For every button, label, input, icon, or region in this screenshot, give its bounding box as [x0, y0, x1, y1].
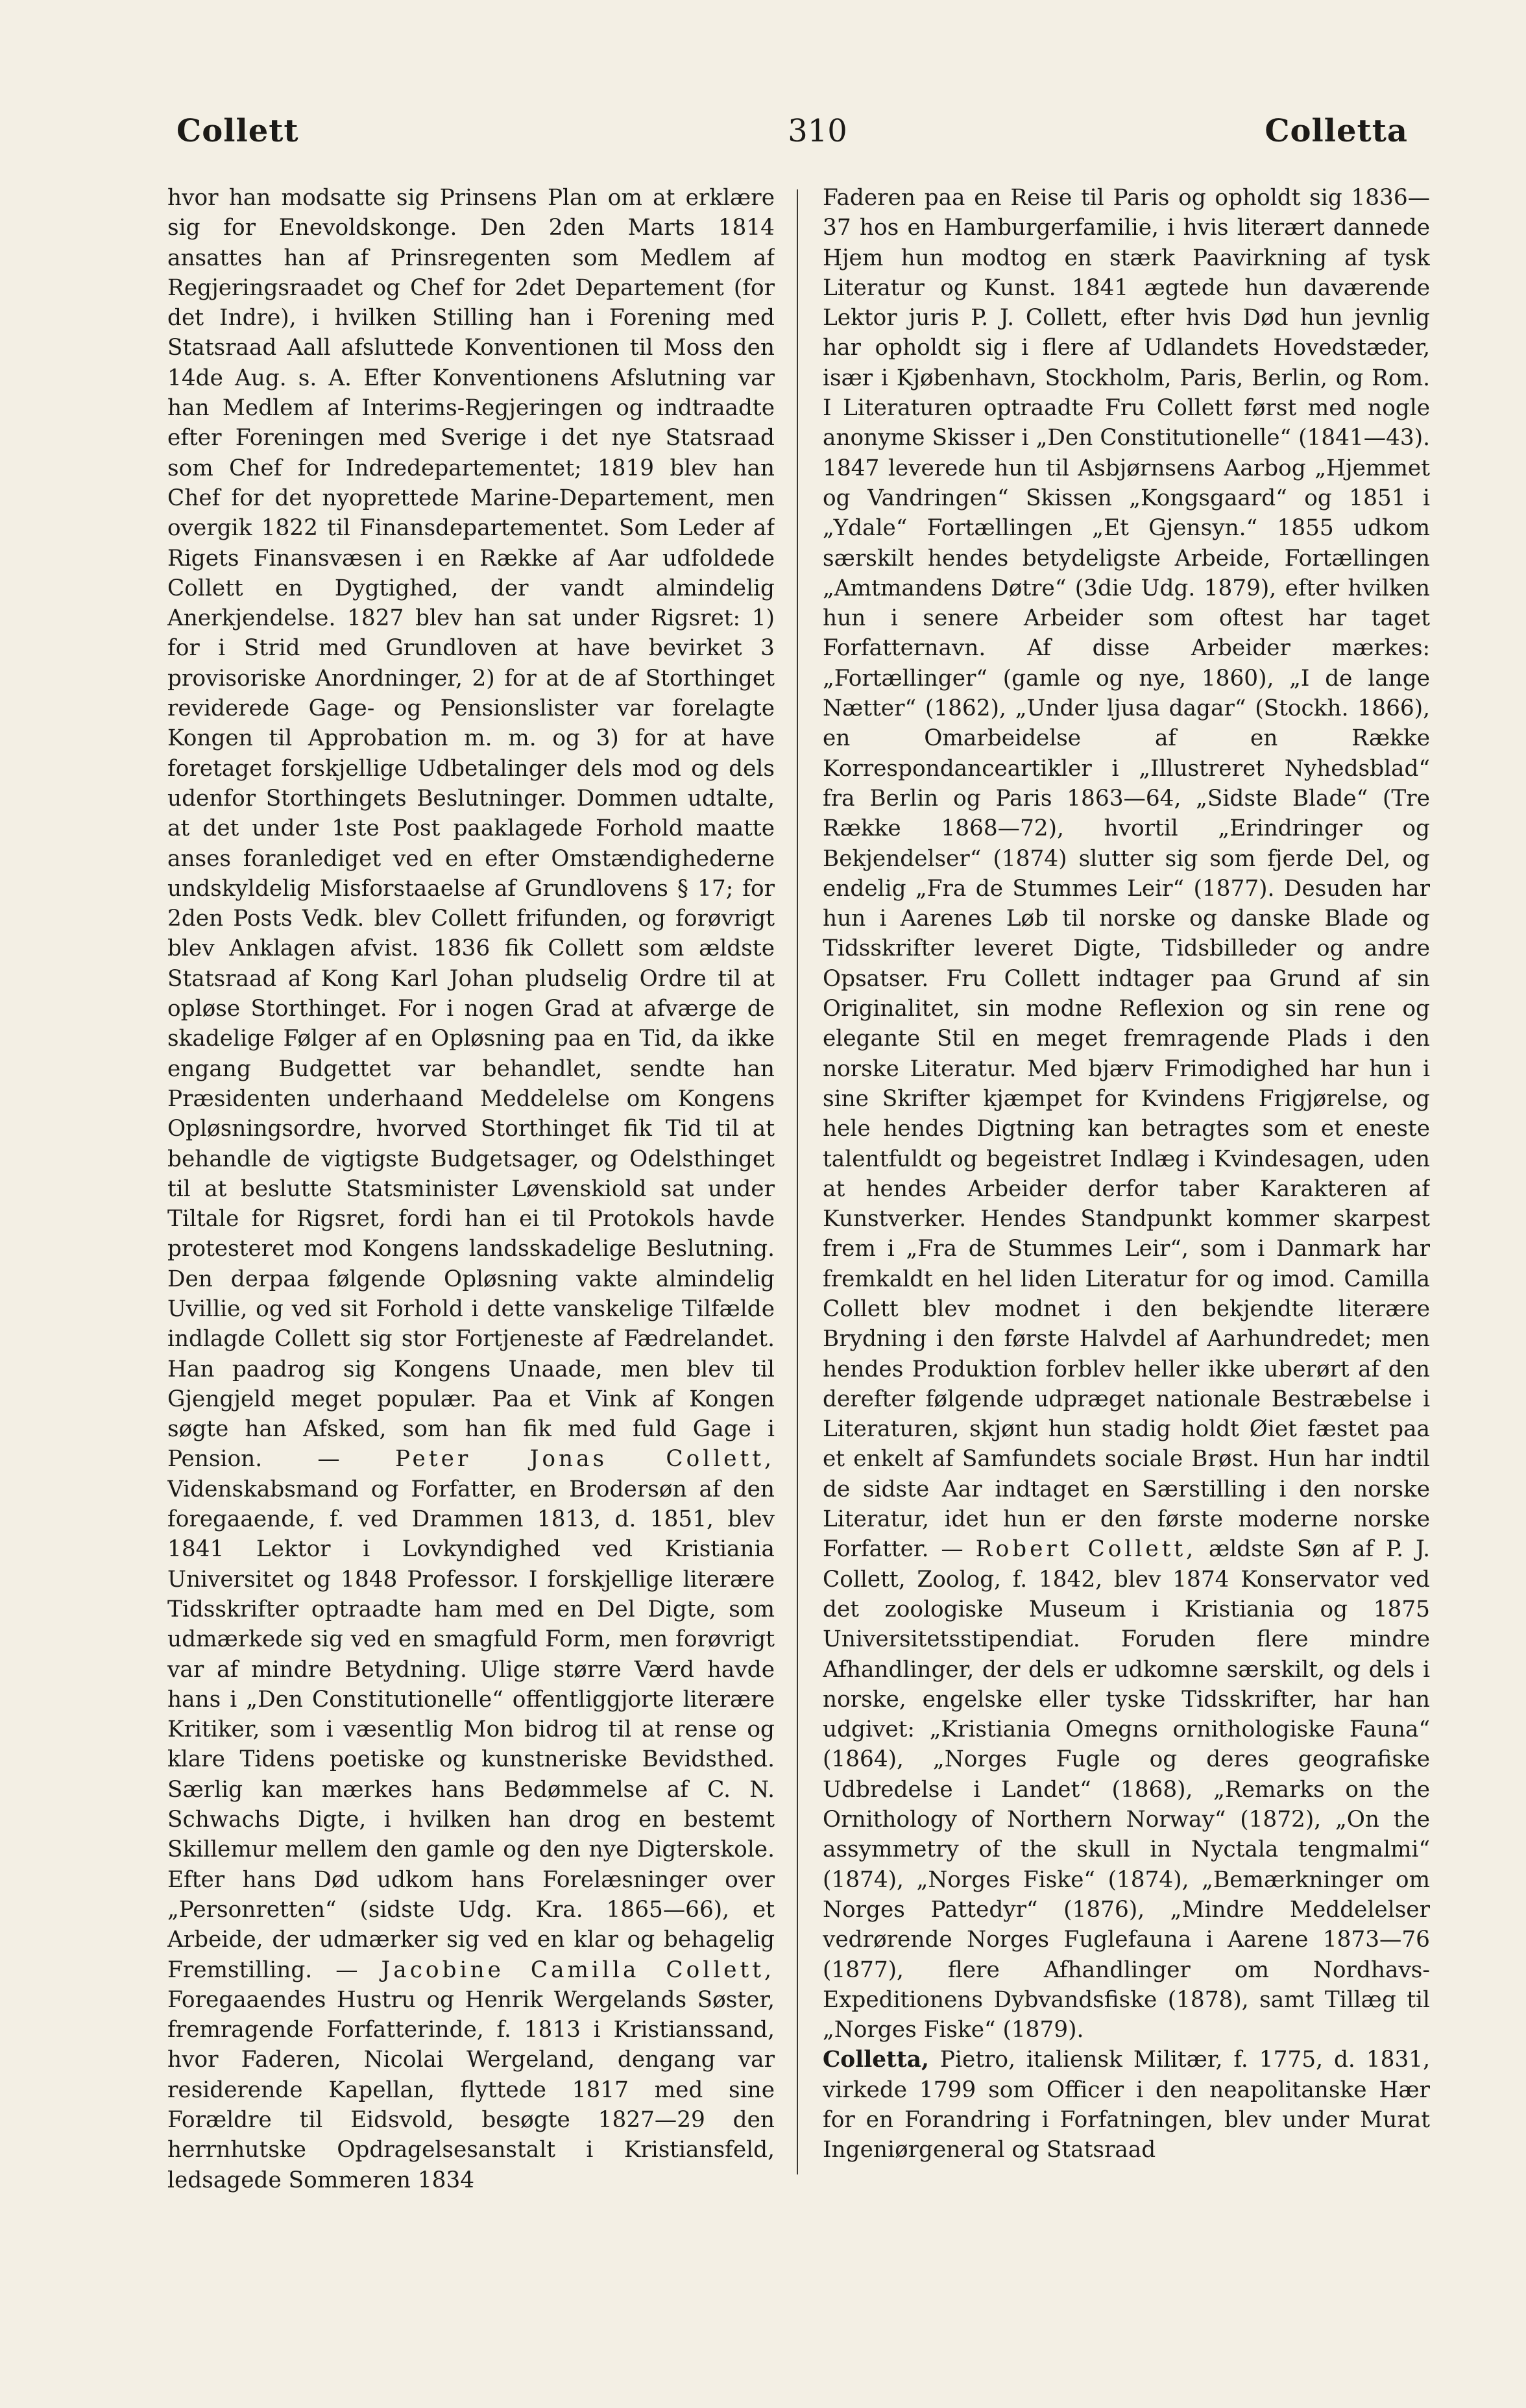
- peter-jonas-collett-text: Videnskabsmand og Forfatter, en Brodersøn af den foregaaende, f. ved Drammen 1813, d. 1851, blev 1841 Lektor i Lovkyndighed ved Kristiania Universitet og 1848 Professor. I forskjellige literære Tidsskrifter optraadte ham med en Del Digte, som udmærkede sig ved en smagfuld Form, men forøvrigt var af mindre Betydning. Ulige større Værd havde hans i „Den Constitutionelle“ offentliggjorte literære Kritiker, som i væsentlig Mon bidrog til at rense og klare Tidens poetiske og kunstneriske Bevidsthed. Særlig kan mærkes hans Bedømmelse af C. N. Schwachs Digte, i hvilken han drog en bestemt Skillemur mellem den gamle og den nye Digterskole. Efter hans Død udkom hans Forelæsninger over „Personretten“ (sidste Udg. Kra. 1865—66), et Arbeide, der udmærker sig ved en klar og behagelig Fremstilling. —: [167, 1476, 775, 1983]
- collett-entry-text: [167, 183, 775, 2194]
- running-header: [162, 110, 1434, 162]
- page-number: 310: [788, 113, 847, 149]
- collett-continuation: hvor han modsatte sig Prinsens Plan om at erklære sig for Enevoldskonge. Den 2den Marts 1814 ansattes han af Prinsregenten som Medlem af Regjeringsraadet og Chef for 2det Departement (for det Indre), i hvilken Stilling han i Forening med Statsraad Aall afsluttede Konventionen til Moss den 14de Aug. s. A. Efter Konventionens Afslutning var han Medlem af Interims-Regjeringen og indtraadte efter Foreningen med Sverige i det nye Statsraad som Chef for Indredepartementet; 1819 blev han Chef for det nyoprettede Marine-Departement, men overgik 1822 til Finansdepartementet. Som Leder af Rigets Finansvæsen i en Række af Aar udfoldede Collett en Dygtighed, der vandt almindelig Anerkjendelse. 1827 blev han sat under Rigsret: 1) for i Strid med Grundloven at have bevirket 3 provisoriske Anordninger, 2) for at de af Storthinget reviderede Gage- og Pensionslister var forelagte Kongen til Approbation m. m. og 3) for at have foretaget forskjellige Udbetalinger dels mod og dels udenfor Storthingets Beslutninger. Dommen udtalte, at det under 1ste Post paaklagede Forhold maatte anses foranlediget ved en efter Omstændighederne undskyldelig Misforstaaelse af Grundlovens § 17; for 2den Posts Vedk. blev Collett frifunden, og forøvrigt blev Anklagen afvist. 1836 fik Collett som ældste Statsraad af Kong Karl Johan pludselig Ordre til at opløse Storthinget. For i nogen Grad at afværge de skadelige Følger af en Opløsning paa en Tid, da ikke engang Budgettet var behandlet, sendte han Præsidenten underhaand Meddelelse om Kongens Opløsningsordre, hvorved Storthinget fik Tid til at behandle de vigtigste Budgetsager, og Odelsthinget til at beslutte Statsminister Løvenskiold sat under Tiltale for Rigsret, fordi han ei til Protokols havde protesteret mod Kongens landsskadelige Beslutning. Den derpaa følgende Opløsning vakte almindelig Uvillie, og ved sit Forhold i dette vanskelige Tilfælde indlagde Collett sig stor Fortjeneste af Fædrelandet. Han paadrog sig Kongens Unaade, men blev til Gjengjeld meget populær. Paa et Vink af Kongen søgte han Afsked, som han fik med fuld Gage i Pension. —: [167, 185, 775, 1473]
- colletta-entry: [823, 2045, 1430, 2165]
- robert-collett-text: ældste Søn af P. J. Collett, Zoolog, f. 1842, blev 1874 Konservator ved det zoologiske Museum i Kristiania og 1875 Universitetsstipendiat. Foruden flere mindre Afhandlinger, der dels er udkomne særskilt, og dels i norske, engelske eller tyske Tidsskrifter, har han udgivet: „Kristiania Omegns ornithologiske Fauna“ (1864), „Norges Fugle og deres geografiske Udbredelse i Landet“ (1868), „Remarks on the Ornithology of Northern Norway“ (1872), „On the assymmetry of the skull in Nyctala tengmalmi“ (1874), „Norges Fiske“ (1874), „Bemærkninger om Norges Pattedyr“ (1876), „Mindre Meddelelser vedrørende Norges Fuglefauna i Aarene 1873—76 (1877), flere Afhandlinger om Nordhavs-Expeditionens Dybvandsfiske (1878), samt Tillæg til „Norges Fiske“ (1879).: [823, 1536, 1430, 2043]
- subentry-name-camilla-collett: Jacobine Camilla Collett,: [381, 1956, 775, 1983]
- subentry-name-peter-jonas-collett: Peter Jonas Collett,: [395, 1446, 775, 1473]
- camilla-collett-text-continued: Faderen paa en Reise til Paris og opholdt sig 1836—37 hos en Hamburgerfamilie, i hvis literært dannede Hjem hun modtog en stærk Paavirkning af tysk Literatur og Kunst. 1841 ægtede hun daværende Lektor juris P. J. Collett, efter hvis Død hun jevnlig har opholdt sig i flere af Udlandets Hovedstæder, især i Kjøbenhavn, Stockholm, Paris, Berlin, og Rom. I Literaturen optraadte Fru Collett først med nogle anonyme Skisser i „Den Constitutionelle“ (1841—43). 1847 leverede hun til Asbjørnsens Aarbog „Hjemmet og Vandringen“ Skissen „Kongsgaard“ og 1851 i „Ydale“ Fortællingen „Et Gjensyn.“ 1855 udkom særskilt hendes betydeligste Arbeide, Fortællingen „Amtmandens Døtre“ (3die Udg. 1879), efter hvilken hun i senere Arbeider som oftest har taget Forfatternavn. Af disse Arbeider mærkes: „Fortællinger“ (gamle og nye, 1860), „I de lange Nætter“ (1862), „Under ljusa dagar“ (Stockh. 1866), en Omarbeidelse af en Række Korrespondanceartikler i „Illustreret Nyhedsblad“ fra Berlin og Paris 1863—64, „Sidste Blade“ (Tre Række 1868—72), hvortil „Erindringer og Bekjendelser“ (1874) slutter sig som fjerde Del, og endelig „Fra de Stummes Leir“ (1877). Desuden har hun i Aarenes Løb til norske og danske Blade og Tidsskrifter leveret Digte, Tidsbilleder og andre Opsatser. Fru Collett indtager paa Grund af sin Originalitet, sin modne Reflexion og sin rene og elegante Stil en meget fremragende Plads i den norske Literatur. Med bjærv Frimodighed har hun i sine Skrifter kjæmpet for Kvindens Frigjørelse, og hele hendes Digtning kan betragtes som et eneste talentfuldt og begeistret Indlæg i Kvindesagen, uden at hendes Arbeider derfor taber Karakteren af Kunstverker. Hendes Standpunkt kommer skarpest frem i „Fra de Stummes Leir“, som i Danmark har fremkaldt en hel liden Literatur for og imod. Camilla Collett blev modnet i den bekjendte literære Brydning i den første Halvdel af Aarhundredet; men hendes Produktion forblev heller ikke uberørt af den derefter følgende udpræget nationale Bestræbelse i Literaturen, skjønt hun stadig holdt Øiet fæstet paa et enkelt af Samfundets sociale Brøst. Hun har indtil de sidste Aar indtaget en Særstilling i den norske Literatur, idet hun er den første moderne norske Forfatter. —: [823, 185, 1430, 1563]
- camilla-collett-text-start: Foregaaendes Hustru og Henrik Wergelands Søster, fremragende Forfatterinde, f. 1813 i Kristianssand, hvor Faderen, Nicolai Wergeland, dengang var residerende Kapellan, flyttede 1817 med sine Forældre til Eidsvold, besøgte 1827—29 den herrnhutske Opdragelsesanstalt i Kristiansfeld, ledsagede Sommeren 1834: [167, 1986, 775, 2193]
- collett-entry-text-continued: [823, 183, 1430, 2045]
- entry-title-colletta: Colletta,: [823, 2047, 929, 2073]
- left-column: [167, 183, 775, 2194]
- header-right-word: Colletta: [1265, 113, 1408, 149]
- column-divider: [797, 189, 798, 2174]
- colletta-entry-text: Pietro, italiensk Militær, f. 1775, d. 1831, virkede 1799 som Officer i den neapolitanske Hær for en Forandring i Forfatningen, blev under Murat Ingeniørgeneral og Statsraad: [823, 2047, 1430, 2163]
- subentry-name-robert-collett: Robert Collett,: [975, 1536, 1197, 1563]
- header-left-word: Collett: [176, 113, 299, 149]
- right-column: [823, 183, 1430, 2194]
